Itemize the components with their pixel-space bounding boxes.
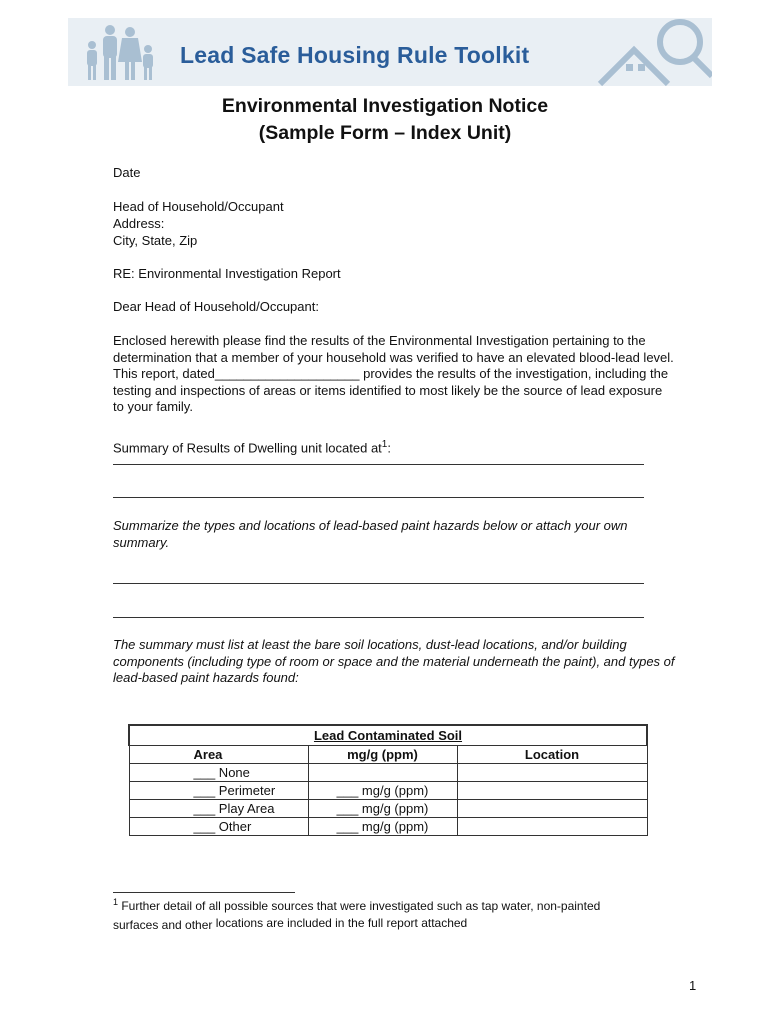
banner-title: Lead Safe Housing Rule Toolkit — [180, 42, 530, 68]
house-magnifier-icon — [582, 18, 712, 86]
mg-cell: ___ mg/g (ppm) — [308, 800, 457, 818]
notice-title: Environmental Investigation Notice — [221, 95, 549, 117]
footnote-text-2b: locations are included in the full report attached — [215, 916, 468, 930]
header-banner — [68, 18, 712, 86]
footnote-text-2a: surfaces and other — [113, 918, 216, 932]
area-cell: ___ Other — [129, 818, 308, 836]
table-row — [129, 782, 647, 800]
table-row — [129, 800, 647, 818]
footnote-line-1 — [113, 897, 600, 913]
mg-cell: ___ mg/g (ppm) — [308, 818, 457, 836]
instruction-requirements: The summary must list at least the bare soil locations, dust-lead locations, and/or building components (including type of room or space and the material underneath the paint), and types of lead-based paint hazards found: — [113, 637, 675, 686]
col-header-location: Location — [457, 746, 647, 764]
col-header-area: Area — [129, 746, 308, 764]
location-cell — [457, 764, 647, 782]
footnote-text-1: Further detail of all possible sources that were investigated such as tap water, non-painted — [118, 899, 601, 913]
col-header-mg: mg/g (ppm) — [308, 746, 457, 764]
mg-cell: ___ mg/g (ppm) — [308, 782, 457, 800]
summary-text: Summary of Results of Dwelling unit located at — [113, 440, 382, 456]
location-cell — [457, 800, 647, 818]
salutation: Dear Head of Household/Occupant: — [113, 299, 319, 314]
table-row — [129, 818, 647, 836]
address-head: Head of Household/Occupant — [113, 199, 284, 214]
area-cell: ___ None — [129, 764, 308, 782]
soil-table-title: Lead Contaminated Soil — [129, 725, 647, 746]
date-label: Date — [113, 165, 141, 180]
page-number: 1 — [689, 978, 697, 993]
blank-line-4 — [113, 617, 644, 618]
instruction-summarize: Summarize the types and locations of lead-based paint hazards below or attach your own summary. — [113, 518, 628, 550]
area-cell: ___ Perimeter — [129, 782, 308, 800]
summary-colon: : — [387, 440, 391, 456]
footnote-mark: 1 — [113, 897, 119, 907]
blank-line-3 — [113, 583, 644, 584]
address-city: City, State, Zip — [113, 233, 198, 248]
notice-subtitle: (Sample Form – Index Unit) — [258, 122, 512, 144]
footnote-separator — [113, 892, 295, 893]
table-row — [129, 764, 647, 782]
footnote-ref: 1 — [381, 439, 388, 450]
blank-line-2 — [113, 497, 644, 498]
body-paragraph: Enclosed herewith please find the results of the Environmental Investigation pertaining to the determination that a member of your household was verified to have an elevated blood-lead level. This report, dated____________________ provides the results of the investigation, including the testing and inspections of areas or items identified to most likely be the source of lead exposure to your family. — [113, 333, 674, 415]
family-icon — [78, 24, 162, 84]
soil-table — [128, 724, 648, 836]
location-cell — [457, 818, 647, 836]
mg-cell — [308, 764, 457, 782]
area-cell: ___ Play Area — [129, 800, 308, 818]
re-line: RE: Environmental Investigation Report — [113, 266, 341, 281]
footnote-line-2 — [113, 916, 467, 930]
summary-label — [113, 436, 391, 456]
address-line: Address: — [113, 216, 165, 231]
location-cell — [457, 782, 647, 800]
blank-line-1 — [113, 464, 644, 465]
